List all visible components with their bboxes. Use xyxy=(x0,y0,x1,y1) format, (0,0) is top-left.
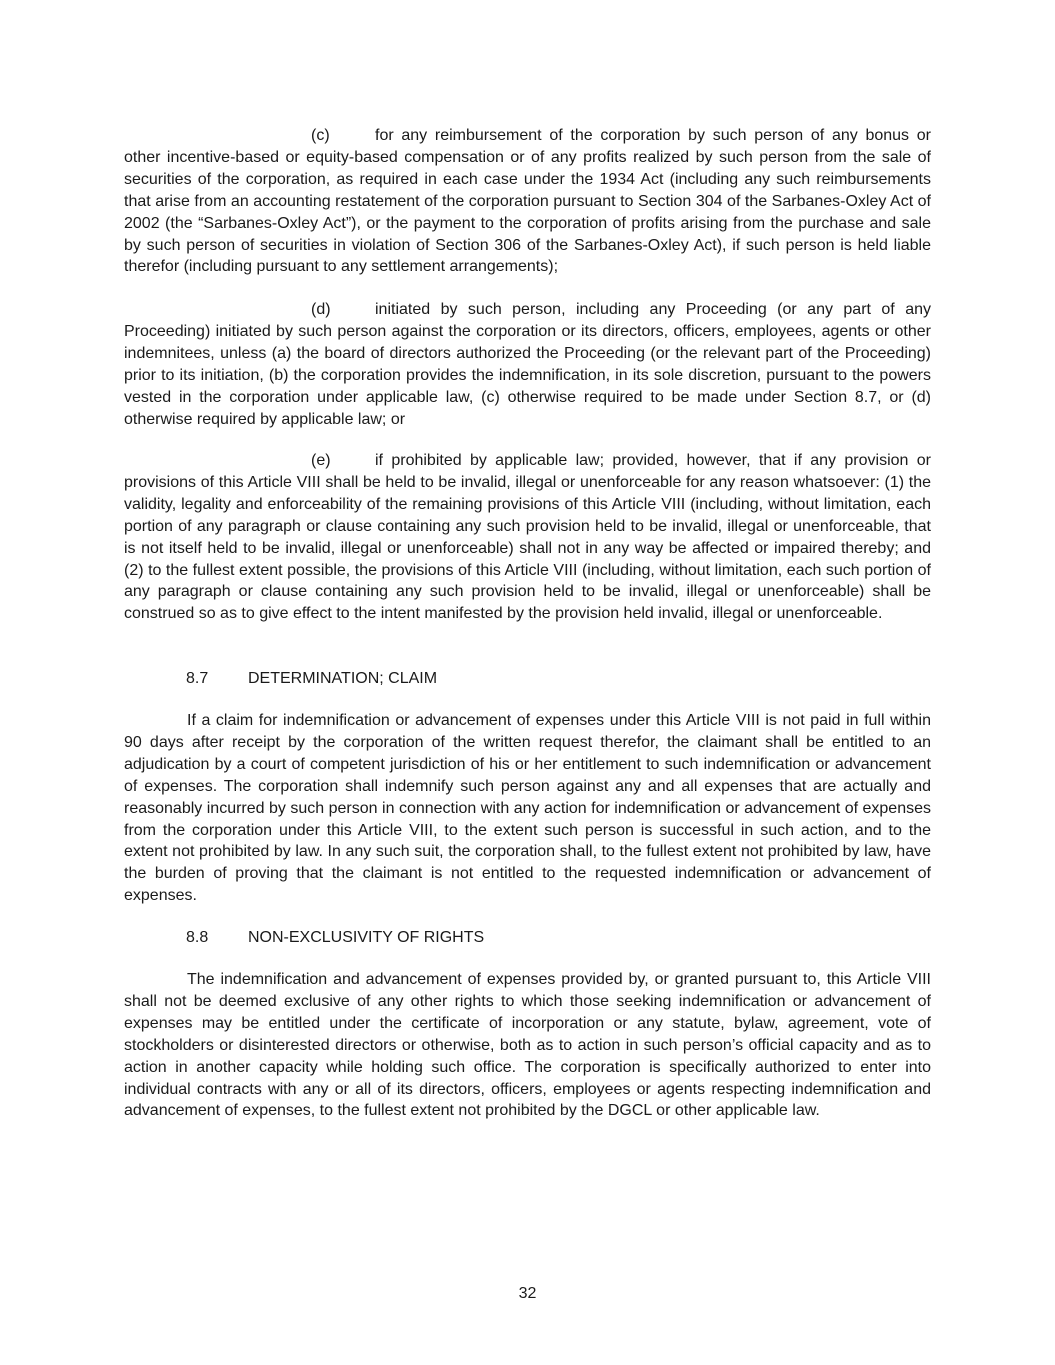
section-heading-8-8 xyxy=(186,927,484,949)
paragraph-c xyxy=(124,125,931,278)
paragraph-label: (e) xyxy=(311,452,331,469)
section-number: 8.7 xyxy=(186,670,209,687)
paragraph-e xyxy=(124,450,931,625)
paragraph-text: initiated by such person, including any Proceeding (or any part of any Proceeding) initiated by such person against the corporation or its directors, officers, employees, agents or other indemnitees, unless (a) the board of directors authorized the Proceeding (or the relevant part of the Proceeding) prior to its initiation, (b) the corporation provides the indemnification, in its sole discretion, pursuant to the powers vested in the corporation under applicable law, (c) otherwise required to be made under Section 8.7, or (d) otherwise required by applicable law; or xyxy=(124,301,931,428)
paragraph-d xyxy=(124,299,931,430)
paragraph-text: if prohibited by applicable law; provided, however, that if any provision or provisions of this Article VIII shall be held to be invalid, illegal or unenforceable for any reason whatsoever: (1) the validity, legality and enforceability of the remaining provisions of this Article VIII (including, without limitation, each portion of any paragraph or clause containing any such provision held to be invalid, illegal or unenforceable, that is not itself held to be invalid, illegal or unenforceable) shall not in any way be affected or impaired thereby; and (2) to the fullest extent possible, the provisions of this Article VIII (including, without limitation, each such portion of any paragraph or clause containing any such provision held to be invalid, illegal or unenforceable) shall be construed so as to give effect to the intent manifested by the provision held invalid, illegal or unenforceable. xyxy=(124,452,931,623)
page-number: 32 xyxy=(518,1285,537,1302)
paragraph-label: (d) xyxy=(311,301,331,318)
paragraph-text: for any reimbursement of the corporation by such person of any bonus or other incentive-based or equity-based compensation or of any profits realized by such person from the sale of securities of the corporation, as required in each case under the 1934 Act (including any such reimbursements that arise from an accounting restatement of the corporation pursuant to Section 304 of the Sarbanes-Oxley Act of 2002 (the “Sarbanes-Oxley Act”), or the payment to the corporation of profits arising from the purchase and sale by such person of securities in violation of Section 306 of the Sarbanes-Oxley Act), if such person is held liable therefor (including pursuant to any settlement arrangements); xyxy=(124,127,931,276)
section-body-8-7: If a claim for indemnification or advancement of expenses under this Article VIII is not paid in full within 90 days after receipt by the corporation of the written request therefor, the claimant shall be entitled to an adjudication by a court of competent jurisdiction of his or her entitlement to such indemnification or advancement of expenses. The corporation shall indemnify such person against any and all expenses that are actually and reasonably incurred by such person in connection with any action for indemnification or advancement of expenses from the corporation under this Article VIII, to the extent such person is successful in such action, and to the extent not prohibited by law. In any such suit, the corporation shall, to the fullest extent not prohibited by law, have the burden of proving that the claimant is not entitled to the requested indemnification or advancement of expenses. xyxy=(124,712,931,905)
section-title: DETERMINATION; CLAIM xyxy=(248,670,438,687)
paragraph-label: (c) xyxy=(311,127,330,144)
section-body-8-8: The indemnification and advancement of expenses provided by, or granted pursuant to, this Article VIII shall not be deemed exclusive of any other rights to which those seeking indemnification or advancement of expenses may be entitled under the certificate of incorporation or any statute, bylaw, agreement, vote of stockholders or disinterested directors or otherwise, both as to action in such person’s official capacity and as to action in another capacity while holding such office. The corporation is specifically authorized to enter into individual contracts with any or all of its directors, officers, employees or agents respecting indemnification and advancement of expenses, to the fullest extent not prohibited by the DGCL or other applicable law. xyxy=(124,971,931,1120)
section-heading-8-7 xyxy=(186,668,437,690)
section-title: NON-EXCLUSIVITY OF RIGHTS xyxy=(248,929,485,946)
section-number: 8.8 xyxy=(186,929,209,946)
